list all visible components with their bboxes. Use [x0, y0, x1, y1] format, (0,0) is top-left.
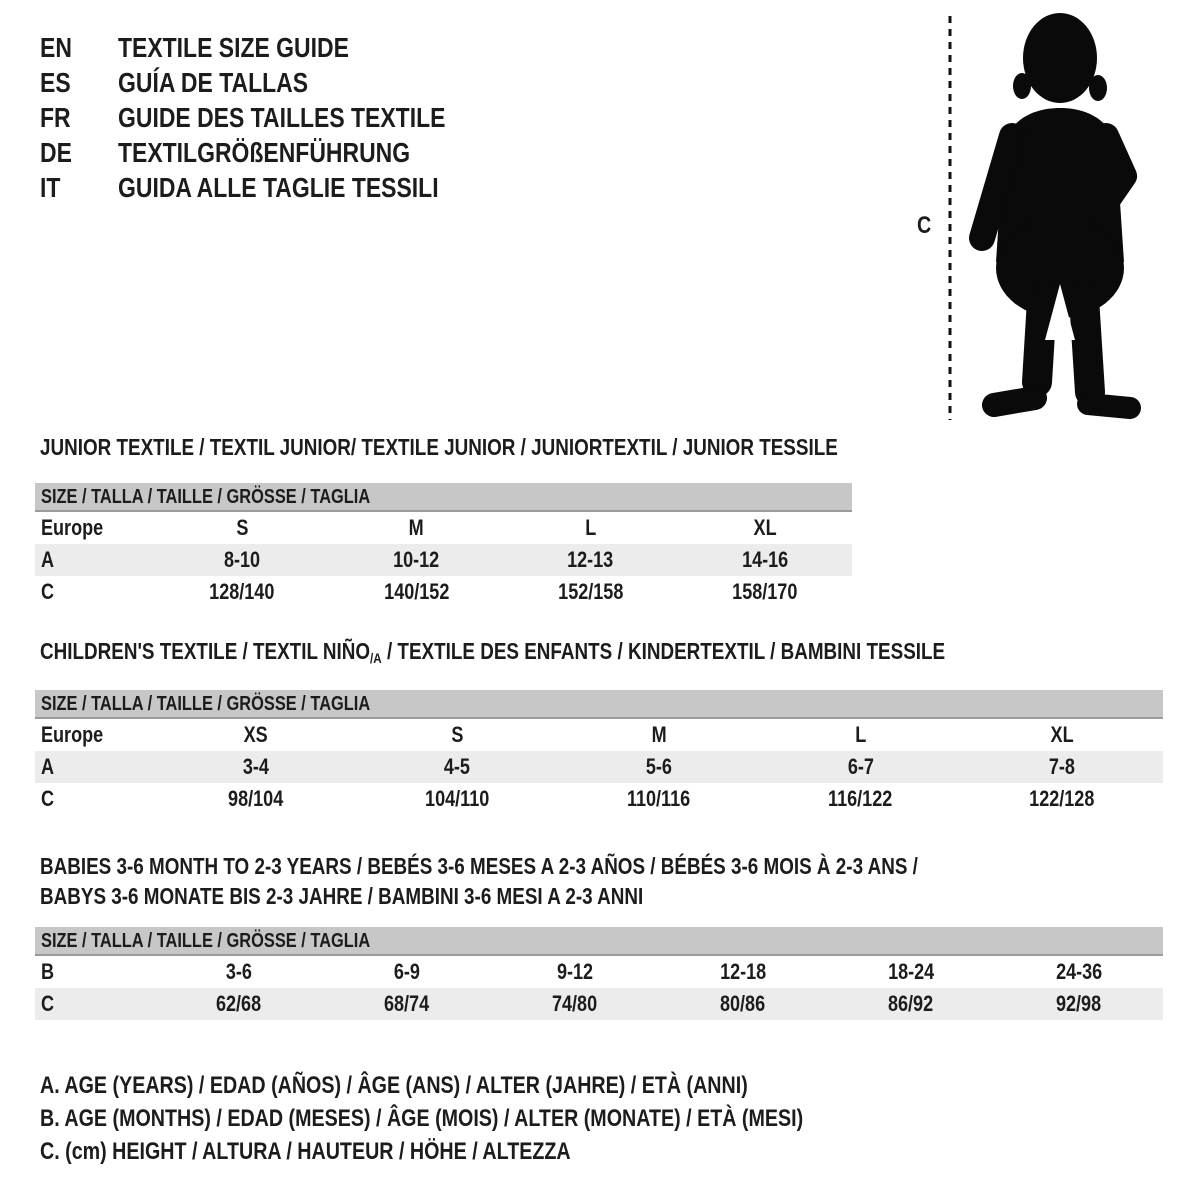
size-value-cell: 128/140 [209, 579, 275, 604]
row-label: Europe [41, 722, 104, 747]
size-value-cell: 18-24 [887, 959, 935, 984]
language-code: EN [40, 32, 72, 63]
legend-line-a: A. AGE (YEARS) / EDAD (AÑOS) / ÂGE (ANS) / ALTER (JAHRE) / ETÀ (ANNI) [40, 1072, 748, 1099]
babies-title-line-2: BABYS 3-6 MONATE BIS 2-3 JAHRE / BAMBINI 3-6 MESI A 2-3 ANNI [40, 883, 644, 909]
legend-line-c: C. (cm) HEIGHT / ALTURA / HAUTEUR / HÖHE / ALTEZZA [40, 1138, 571, 1165]
size-value-cell: 4-5 [444, 754, 471, 779]
row-label: C [41, 991, 55, 1016]
size-value-cell: S [451, 722, 464, 747]
language-row [40, 100, 517, 135]
subscript-fragment: /A [370, 651, 382, 667]
size-header-bar: SIZE / TALLA / TAILLE / GRÖSSE / TAGLIA [35, 927, 1163, 956]
table-row [35, 719, 1163, 751]
size-value-cell: 62/68 [216, 991, 262, 1016]
guide-title: GUIDE DES TAILLES TEXTILE [118, 102, 446, 133]
language-row [40, 170, 517, 205]
babies-table-title [40, 851, 1111, 911]
row-label: A [41, 547, 55, 572]
row-label: B [41, 959, 55, 984]
size-value-cell: 80/86 [720, 991, 766, 1016]
guide-title: GUIDA ALLE TAGLIE TESSILI [118, 172, 439, 203]
measurement-legend [40, 1069, 971, 1168]
size-value-cell: 3-6 [225, 959, 253, 984]
guide-title: GUÍA DE TALLAS [118, 67, 309, 98]
row-label: C [41, 579, 55, 604]
size-value-cell: 86/92 [888, 991, 934, 1016]
children-size-table [35, 690, 1163, 815]
junior-size-table [35, 483, 852, 608]
size-value-cell: 158/170 [732, 579, 798, 604]
size-value-cell: 152/158 [558, 579, 624, 604]
size-value-cell: 9-12 [556, 959, 594, 984]
size-value-cell: 24-36 [1055, 959, 1103, 984]
size-value-cell: M [651, 722, 667, 747]
language-code: ES [40, 67, 71, 98]
size-header-bar: SIZE / TALLA / TAILLE / GRÖSSE / TAGLIA [35, 483, 852, 512]
size-value-cell: 98/104 [228, 786, 284, 811]
toddler-body [982, 13, 1130, 408]
size-value-cell: 122/128 [1029, 786, 1095, 811]
size-value-cell: 6-7 [847, 754, 874, 779]
row-label: Europe [41, 515, 104, 540]
size-value-cell: 140/152 [383, 579, 449, 604]
size-value-cell: XL [753, 515, 777, 540]
row-label: A [41, 754, 55, 779]
size-value-cell: 12-18 [719, 959, 767, 984]
size-value-cell: XS [243, 722, 268, 747]
table-row [35, 544, 852, 576]
size-value-cell: 104/110 [425, 786, 490, 811]
size-value-cell: 8-10 [224, 547, 261, 572]
size-value-cell: 92/98 [1056, 991, 1102, 1016]
legend-line-b: B. AGE (MONTHS) / EDAD (MESES) / ÂGE (MOIS) / ALTER (MONATE) / ETÀ (MESI) [40, 1105, 804, 1132]
size-value-cell: XL [1050, 722, 1074, 747]
language-code: DE [40, 137, 72, 168]
babies-size-table [35, 927, 1163, 1020]
language-code: FR [40, 102, 71, 133]
size-value-cell: 12-13 [567, 547, 614, 572]
guide-title: TEXTILE SIZE GUIDE [118, 32, 349, 63]
size-value-cell: 3-4 [242, 754, 269, 779]
size-value-cell: S [236, 515, 249, 540]
table-row [35, 512, 852, 544]
table-row [35, 751, 1163, 783]
toddler-silhouette-icon [938, 0, 1160, 430]
size-value-cell: M [408, 515, 424, 540]
size-value-cell: 6-9 [393, 959, 421, 984]
junior-table-title: JUNIOR TEXTILE / TEXTIL JUNIOR/ TEXTILE JUNIOR / JUNIORTEXTIL / JUNIOR TESSILE [40, 434, 838, 460]
babies-title-line-1: BABIES 3-6 MONTH TO 2-3 YEARS / BEBÉS 3-6 MESES A 2-3 AÑOS / BÉBÉS 3-6 MOIS À 2-3 ANS / [40, 853, 918, 879]
language-title-block [40, 30, 517, 205]
height-measure-label: C [917, 212, 932, 239]
size-header-bar: SIZE / TALLA / TAILLE / GRÖSSE / TAGLIA [35, 690, 1163, 719]
size-value-cell: 14-16 [741, 547, 788, 572]
size-value-cell: 116/122 [828, 786, 893, 811]
table-row [35, 576, 852, 608]
size-value-cell: L [855, 722, 867, 747]
size-value-cell: 68/74 [384, 991, 430, 1016]
size-value-cell: 5-6 [645, 754, 673, 779]
table-row [35, 988, 1163, 1020]
guide-title: TEXTILGRÖßENFÜHRUNG [118, 137, 411, 168]
row-label: C [41, 786, 55, 811]
size-value-cell: 110/116 [627, 786, 691, 811]
table-row [35, 783, 1163, 815]
language-row [40, 65, 517, 100]
language-row [40, 135, 517, 170]
table-row [35, 956, 1163, 988]
size-value-cell: L [585, 515, 597, 540]
size-value-cell: 7-8 [1049, 754, 1076, 779]
children-table-title: CHILDREN'S TEXTILE / TEXTIL NIÑO/A / TEXTILE DES ENFANTS / KINDERTEXTIL / BAMBINI TESSILE [40, 638, 1144, 668]
size-value-cell: 10-12 [393, 547, 440, 572]
size-value-cell: 74/80 [552, 991, 598, 1016]
language-code: IT [40, 172, 61, 203]
language-row [40, 30, 517, 65]
